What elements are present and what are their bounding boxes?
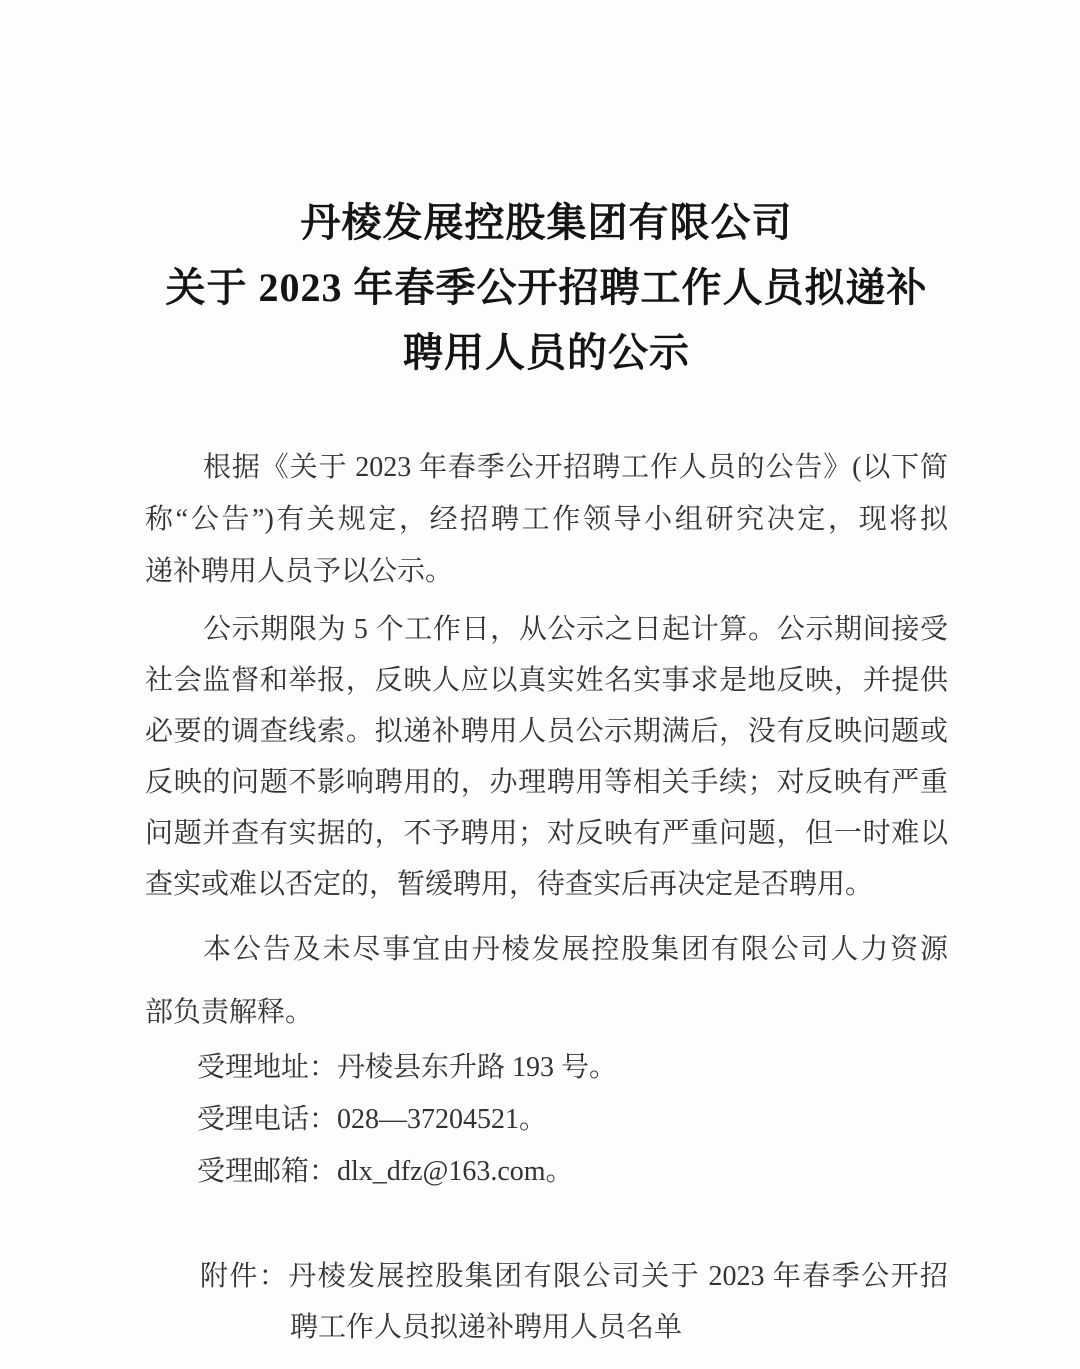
document-title (145, 190, 948, 385)
paragraph-publicity-period (145, 604, 948, 910)
paragraph-interpretation (145, 918, 948, 1044)
text-line: 本公告及未尽事宜由丹棱发展控股集团有限公司人力资源 (203, 934, 948, 965)
contact-email-line: 受理邮箱：dlx_dfz@163.com。 (197, 1156, 574, 1187)
paragraph-basis (145, 442, 948, 598)
text-line: 称“公告”)有关规定，经招聘工作领导小组研究决定，现将拟 (145, 504, 948, 535)
text-line: 递补聘用人员予以公示。 (145, 556, 454, 587)
attachment-line-2: 聘工作人员拟递补聘用人员名单 (290, 1312, 683, 1343)
text-line: 社会监督和举报，反映人应以真实姓名实事求是地反映，并提供 (145, 665, 948, 696)
text-line: 查实或难以否定的，暂缓聘用，待查实后再决定是否聘用。 (145, 869, 874, 900)
text-line: 根据《关于 2023 年春季公开招聘工作人员的公告》(以下简 (203, 452, 948, 483)
text-line: 必要的调查线索。拟递补聘用人员公示期满后，没有反映问题或 (145, 716, 948, 747)
contact-info (145, 1042, 948, 1198)
text-line: 公示期限为 5 个工作日，从公示之日起计算。公示期间接受 (203, 614, 948, 645)
attachment-note (145, 1251, 948, 1353)
title-line-subject-2: 聘用人员的公示 (403, 330, 690, 375)
title-line-company: 丹棱发展控股集团有限公司 (300, 200, 793, 245)
text-line: 反映的问题不影响聘用的，办理聘用等相关手续；对反映有严重 (145, 767, 948, 798)
text-line: 问题并查有实据的，不予聘用；对反映有严重问题，但一时难以 (145, 818, 948, 849)
text-line: 部负责解释。 (145, 997, 314, 1028)
contact-address-line: 受理地址：丹棱县东升路 193 号。 (197, 1052, 618, 1083)
title-line-subject-1: 关于 2023 年春季公开招聘工作人员拟递补 (165, 265, 928, 310)
attachment-line-1: 附件：丹棱发展控股集团有限公司关于 2023 年春季公开招 (200, 1261, 948, 1292)
contact-phone-line: 受理电话：028—37204521。 (197, 1104, 548, 1135)
